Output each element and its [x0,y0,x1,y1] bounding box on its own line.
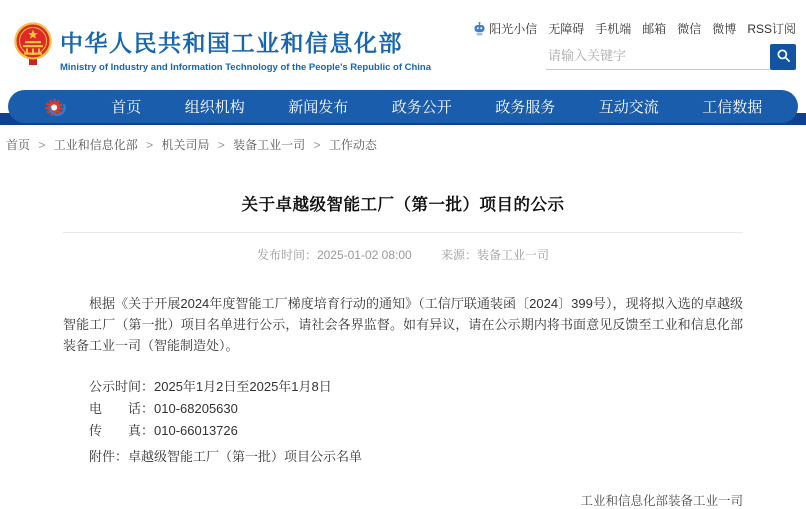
public-notice-period: 公示时间：2025年1月2日至2025年1月8日 [89,379,332,394]
phone-line: 电 话：010-68205630 [89,401,238,416]
article-title: 关于卓越级智能工厂（第一批）项目的公示 [241,196,565,214]
nav-item-gov-disclosure[interactable]: 政务公开 [391,99,452,116]
breadcrumb-equipment-dept[interactable]: 装备工业一司 [233,138,306,152]
search-button[interactable] [770,44,796,70]
top-link-rss[interactable]: RSS订阅 [747,22,796,36]
breadcrumb-work-updates[interactable]: 工作动态 [328,138,377,152]
article-body [63,293,743,356]
national-emblem-icon [13,21,53,67]
article-paragraph: 根据《关于开展2024年度智能工厂梯度培育行动的通知》（工信厅联通装函〔2024〕399号），现将拟入选的卓越级智能工厂（第一批）项目名单进行公示，请社会各界监督。如有异议，请在公示期内将书面意见反馈至工业和信息化部装备工业一司（智能制造处）。 [63,296,743,353]
search-bar [546,44,796,70]
attachment-line [63,450,743,463]
publish-time: 发布时间：2025-01-02 08:00 [256,248,412,262]
breadcrumb-separator: > [146,138,154,152]
site-header [0,0,806,88]
meta-divider [63,232,743,233]
breadcrumb-separator: > [217,138,225,152]
site-name-en: Ministry of Industry and Information Technology of the People's Republic of China [60,62,432,73]
nav-item-organization[interactable]: 组织机构 [184,99,245,116]
signature-department: 工业和信息化部装备工业一司 [580,494,743,508]
article-source: 来源：装备工业一司 [441,248,550,262]
breadcrumb-separator: > [313,138,321,152]
article [0,191,806,509]
assistant-robot-icon [473,22,486,36]
nav-item-home[interactable]: 首页 [111,99,142,116]
search-icon [776,48,791,66]
brand [60,25,431,73]
top-link-mail[interactable]: 邮箱 [642,22,667,36]
top-link-assistant[interactable] [473,20,537,37]
site-name: 中华人民共和国工业和信息化部 [60,30,403,56]
breadcrumb [0,125,806,161]
top-link-accessibility[interactable]: 无障碍 [548,22,585,36]
nav-item-miit-data[interactable]: 工信数据 [702,99,763,116]
breadcrumb-home[interactable]: 首页 [6,138,31,152]
breadcrumb-departments[interactable]: 机关司局 [161,138,210,152]
article-meta [63,246,743,263]
top-link-wechat[interactable]: 微信 [677,22,702,36]
nav-pill [8,90,798,123]
nav-item-interaction[interactable]: 互动交流 [598,99,659,116]
top-link-mobile[interactable]: 手机端 [595,22,632,36]
search-input[interactable] [546,44,770,70]
breadcrumb-separator: > [38,138,46,152]
top-link-label: 阳光小信 [489,22,538,36]
attachment-label: 附件： [89,449,129,464]
top-utility-links [473,20,796,37]
breadcrumb-miit[interactable]: 工业和信息化部 [53,138,138,152]
top-link-weibo[interactable]: 微博 [712,22,737,36]
nav-item-news[interactable]: 新闻发布 [288,99,349,116]
fax-line: 传 真：010-66013726 [89,423,238,438]
nav-item-gov-services[interactable]: 政务服务 [495,99,556,116]
main-navigation [0,88,806,125]
miit-gear-logo-icon[interactable] [44,95,68,119]
attachment-link[interactable]: 卓越级智能工厂（第一批）项目公示名单 [128,449,363,464]
